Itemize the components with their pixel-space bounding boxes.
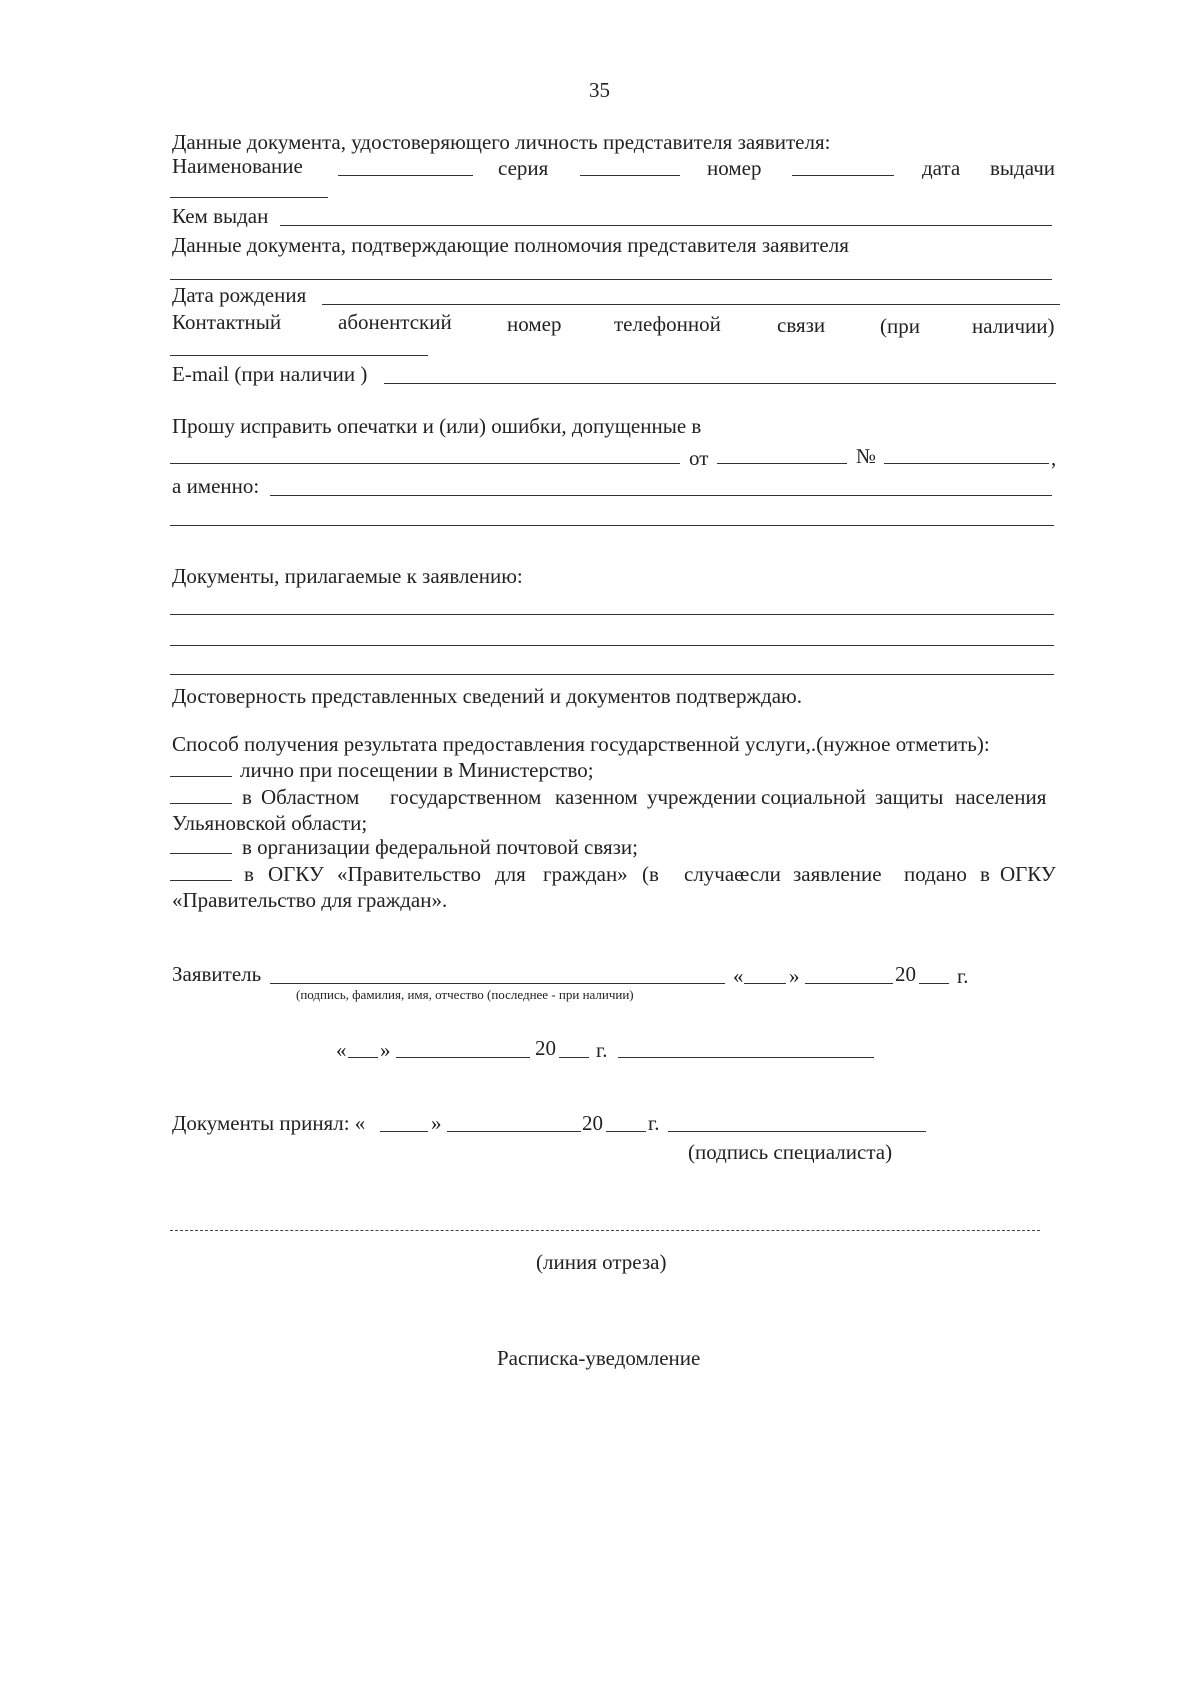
attached-field-1[interactable] — [170, 614, 1054, 615]
applicant-caption: (подпись, фамилия, имя, отчество (последнее - при наличии) — [296, 987, 634, 1002]
applicant-open-quote: « — [733, 964, 744, 988]
method-opt4-word: «Правительство — [337, 862, 481, 886]
method-opt2-word: государственном — [390, 785, 542, 809]
date2-close-quote: » — [380, 1038, 391, 1062]
method-opt2-word: защиты — [875, 785, 944, 809]
rep-doc-heading: Данные документа, удостоверяющего личность представителя заявителя: — [172, 130, 831, 154]
phone-word: номер — [507, 312, 562, 336]
received-caption: (подпись специалиста) — [688, 1140, 893, 1164]
applicant-label: Заявитель — [172, 962, 262, 986]
rep-doc-name-field[interactable] — [338, 175, 473, 176]
namely-field-1[interactable] — [270, 495, 1052, 496]
method-opt2-checkbox[interactable] — [170, 803, 232, 804]
page-number: 35 — [589, 78, 610, 102]
method-opt1-checkbox[interactable] — [170, 776, 232, 777]
issued-by-label: Кем выдан — [172, 204, 269, 228]
date2-year-field[interactable] — [559, 1057, 589, 1058]
method-opt4-line2: «Правительство для граждан». — [172, 888, 448, 912]
namely-field-2[interactable] — [170, 525, 1054, 526]
phone-word: связи — [777, 313, 826, 337]
phone-word: абонентский — [338, 310, 452, 334]
birth-date-label: Дата рождения — [172, 283, 307, 307]
request-from-label: от — [689, 446, 709, 470]
attached-field-2[interactable] — [170, 645, 1054, 646]
method-opt4-checkbox[interactable] — [170, 880, 232, 881]
rep-doc-date-field[interactable] — [170, 197, 328, 198]
received-close-quote: » — [431, 1111, 442, 1135]
method-opt2-word: населения — [955, 785, 1047, 809]
issued-by-field[interactable] — [280, 225, 1052, 226]
method-opt1-label: лично при посещении в Министерство; — [240, 758, 594, 782]
date2-open-quote: « — [336, 1038, 347, 1062]
received-day-field[interactable] — [380, 1131, 428, 1132]
request-number-field[interactable] — [884, 463, 1049, 464]
method-opt4-word: если — [740, 862, 781, 886]
phone-word: (при — [880, 314, 920, 338]
rep-doc-series-label: серия — [498, 156, 549, 180]
authority-doc-field[interactable] — [170, 279, 1052, 280]
email-label: E-mail (при наличии ) — [172, 362, 368, 386]
method-heading: Способ получения результата предоставления государственной услуги,.(нужное отметить): — [172, 732, 990, 756]
phone-field[interactable] — [170, 355, 428, 356]
rep-doc-number-field[interactable] — [792, 175, 894, 176]
method-opt4-word: для — [495, 862, 526, 886]
method-opt2-word: учреждении — [647, 785, 757, 809]
date2-year-prefix: 20 — [535, 1036, 556, 1060]
applicant-signature-field[interactable] — [270, 983, 725, 984]
rep-doc-date-label: дата — [922, 156, 961, 180]
method-opt4-word: в — [244, 862, 254, 886]
attached-label: Документы, прилагаемые к заявлению: — [172, 564, 523, 588]
method-opt4-word: случае — [684, 862, 744, 886]
method-opt2-word: социальной — [761, 785, 866, 809]
date2-signature-field[interactable] — [618, 1057, 874, 1058]
method-opt4-word: ОГКУ — [268, 862, 324, 886]
rep-doc-name-label: Наименование — [172, 154, 303, 178]
phone-word: наличии) — [972, 314, 1055, 338]
method-opt4-word: ОГКУ — [1000, 862, 1056, 886]
received-year-prefix: 20 — [582, 1111, 603, 1135]
email-field[interactable] — [384, 383, 1056, 384]
received-label: Документы принял: « — [172, 1111, 366, 1135]
method-opt2-word: казенном — [555, 785, 638, 809]
rep-doc-issue-label: выдачи — [990, 156, 1055, 180]
authority-doc-label: Данные документа, подтверждающие полномочия представителя заявителя — [172, 233, 849, 257]
method-opt2-word: Областном — [261, 785, 360, 809]
received-signature-field[interactable] — [668, 1131, 926, 1132]
received-month-field[interactable] — [447, 1131, 581, 1132]
receipt-title: Расписка-уведомление — [497, 1346, 701, 1370]
applicant-year-suffix: г. — [957, 964, 969, 988]
phone-word: телефонной — [614, 312, 721, 336]
method-opt2-line2: Ульяновской области; — [172, 811, 368, 835]
date2-year-suffix: г. — [596, 1038, 608, 1062]
applicant-year-prefix: 20 — [895, 962, 916, 986]
confirm-text: Достоверность представленных сведений и документов подтверждаю. — [172, 684, 802, 708]
received-year-suffix: г. — [648, 1111, 660, 1135]
cut-line-label: (линия отреза) — [536, 1250, 667, 1274]
date2-month-field[interactable] — [396, 1057, 530, 1058]
applicant-close-quote: » — [789, 964, 800, 988]
method-opt4-word: заявление — [793, 862, 882, 886]
request-doc-field[interactable] — [170, 463, 680, 464]
method-opt3-label: в организации федеральной почтовой связи; — [242, 835, 639, 859]
method-opt4-word: (в — [642, 862, 659, 886]
request-number-sign: № — [856, 444, 877, 468]
received-year-field[interactable] — [606, 1131, 646, 1132]
rep-doc-series-field[interactable] — [580, 175, 680, 176]
method-opt4-word: граждан» — [543, 862, 628, 886]
applicant-year-field[interactable] — [919, 983, 949, 984]
request-date-field[interactable] — [717, 463, 847, 464]
date2-day-field[interactable] — [348, 1057, 378, 1058]
method-opt2-word: в — [242, 785, 252, 809]
request-comma: , — [1051, 446, 1057, 470]
phone-word: Контактный — [172, 310, 282, 334]
method-opt3-checkbox[interactable] — [170, 853, 232, 854]
method-opt4-word: подано — [904, 862, 967, 886]
method-opt4-word: в — [980, 862, 990, 886]
attached-field-3[interactable] — [170, 674, 1054, 675]
cut-line — [170, 1230, 1040, 1231]
birth-date-field[interactable] — [322, 304, 1060, 305]
rep-doc-number-label: номер — [707, 156, 762, 180]
applicant-day-field[interactable] — [744, 983, 786, 984]
namely-label: а именно: — [172, 474, 260, 498]
request-text: Прошу исправить опечатки и (или) ошибки, допущенные в — [172, 414, 702, 438]
applicant-month-field[interactable] — [805, 983, 893, 984]
